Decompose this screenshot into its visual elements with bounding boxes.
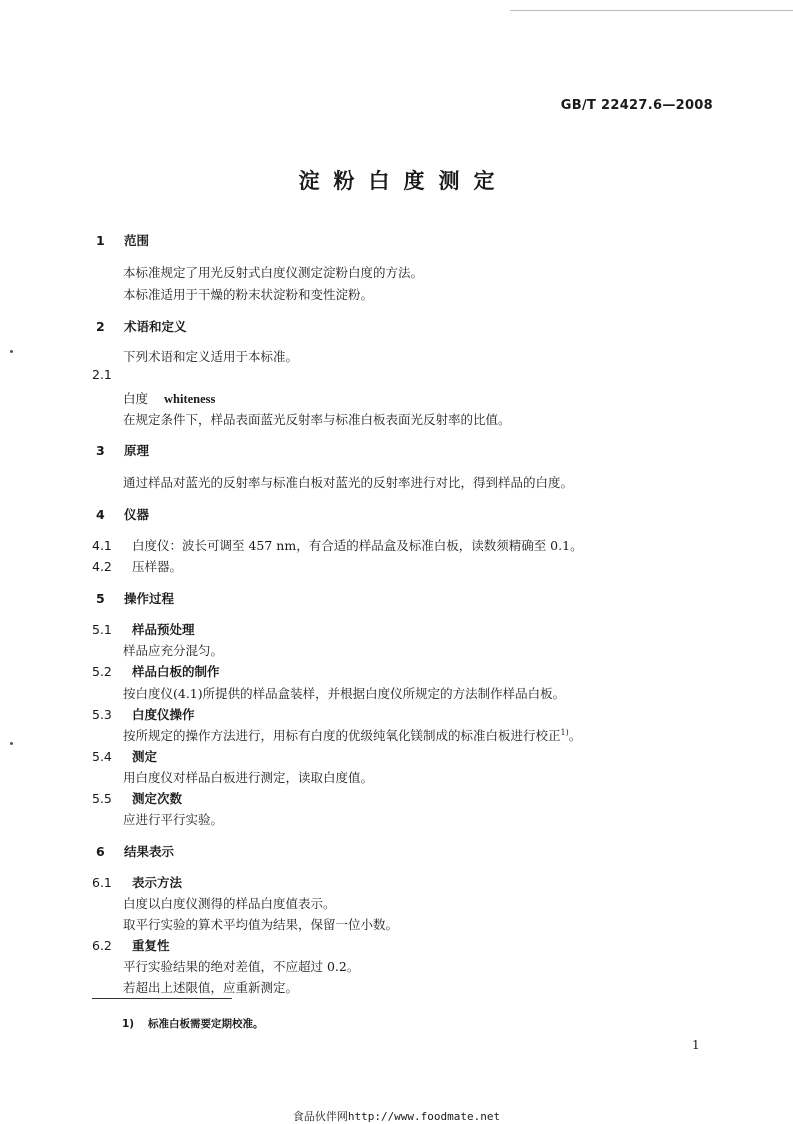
term-chinese: 白度 bbox=[123, 391, 149, 406]
scan-dot bbox=[10, 350, 13, 353]
paragraph: 白度以白度仪测得的样品白度值表示。 bbox=[123, 896, 336, 911]
item-text: 压样器。 bbox=[132, 559, 183, 574]
subsection-number: 6.1 bbox=[92, 875, 112, 890]
page-number: 1 bbox=[692, 1038, 700, 1052]
term-definition: 在规定条件下，样品表面蓝光反射率与标准白板表面光反射率的比值。 bbox=[123, 412, 511, 427]
subsection-6-1 bbox=[92, 873, 182, 891]
section-1-heading bbox=[96, 231, 149, 249]
subsection-6-2 bbox=[92, 936, 170, 954]
item-number: 4.2 bbox=[92, 559, 112, 574]
section-title: 原理 bbox=[124, 443, 150, 458]
document-title: 淀粉白度测定 bbox=[298, 169, 509, 193]
section-5-heading bbox=[96, 589, 174, 607]
subsection-number: 6.2 bbox=[92, 938, 112, 953]
subsection-number: 5.3 bbox=[92, 707, 112, 722]
paragraph: 样品应充分混匀。 bbox=[123, 643, 224, 658]
paragraph: 按白度仪(4.1)所提供的样品盒装样，并根据白度仪所规定的方法制作样品白板。 bbox=[123, 686, 566, 701]
item-4-2 bbox=[92, 557, 182, 575]
paragraph: 用白度仪对样品白板进行测定，读取白度值。 bbox=[123, 770, 374, 785]
section-number: 5 bbox=[96, 591, 105, 606]
section-number: 4 bbox=[96, 507, 105, 522]
section-title: 仪器 bbox=[124, 507, 150, 522]
subsection-title: 表示方法 bbox=[132, 875, 183, 890]
paragraph-text: 按所规定的操作方法进行，用标有白度的优级纯氧化镁制成的标准白板进行校正 bbox=[123, 728, 561, 743]
paragraph: 平行实验结果的绝对差值，不应超过 0.2。 bbox=[123, 959, 360, 974]
section-title: 术语和定义 bbox=[124, 319, 187, 334]
section-title: 结果表示 bbox=[124, 844, 175, 859]
section-number: 1 bbox=[96, 233, 105, 248]
paragraph: 若超出上述限值，应重新测定。 bbox=[123, 980, 299, 995]
subsection-title: 样品预处理 bbox=[132, 622, 195, 637]
paragraph: 取平行实验的算术平均值为结果，保留一位小数。 bbox=[123, 917, 399, 932]
subsection-5-2 bbox=[92, 662, 220, 680]
footnote-text: 标准白板需要定期校准。 bbox=[148, 1018, 264, 1030]
subsection-number: 2.1 bbox=[92, 367, 112, 382]
subsection-5-4 bbox=[92, 747, 157, 765]
item-text: 白度仪：波长可调至 457 nm，有合适的样品盒及标准白板，读数须精确至 0.1。 bbox=[132, 538, 583, 553]
section-4-heading bbox=[96, 505, 149, 523]
subsection-title: 测定 bbox=[132, 749, 158, 764]
paragraph: 下列术语和定义适用于本标准。 bbox=[123, 349, 299, 364]
paragraph: 本标准适用于干燥的粉末状淀粉和变性淀粉。 bbox=[123, 287, 374, 302]
paragraph: 通过样品对蓝光的反射率与标准白板对蓝光的反射率进行对比，得到样品的白度。 bbox=[123, 475, 574, 490]
term-english: whiteness bbox=[164, 392, 216, 406]
subsection-title: 白度仪操作 bbox=[132, 707, 195, 722]
section-title: 范围 bbox=[124, 233, 150, 248]
subsection-number: 5.2 bbox=[92, 664, 112, 679]
section-6-heading bbox=[96, 842, 174, 860]
subsection-title: 测定次数 bbox=[132, 791, 183, 806]
footnote-separator bbox=[92, 998, 232, 999]
paragraph-end: 。 bbox=[568, 728, 582, 743]
paragraph: 应进行平行实验。 bbox=[123, 812, 224, 827]
footnote-reference: 1) bbox=[560, 727, 569, 737]
section-number: 2 bbox=[96, 319, 105, 334]
section-number: 6 bbox=[96, 844, 105, 859]
section-title: 操作过程 bbox=[124, 591, 175, 606]
scan-dot bbox=[10, 742, 13, 745]
subsection-5-3 bbox=[92, 705, 195, 723]
subsection-number: 5.1 bbox=[92, 622, 112, 637]
subsection-title: 样品白板的制作 bbox=[132, 664, 220, 679]
section-3-heading bbox=[96, 441, 149, 459]
subsection-number: 5.5 bbox=[92, 791, 112, 806]
paragraph bbox=[123, 726, 581, 744]
item-number: 4.1 bbox=[92, 538, 112, 553]
section-2-heading bbox=[96, 317, 187, 335]
subsection-number: 5.4 bbox=[92, 749, 112, 764]
footnote bbox=[122, 1016, 264, 1031]
section-number: 3 bbox=[96, 443, 105, 458]
subsection-5-5 bbox=[92, 789, 182, 807]
standard-code: GB/T 22427.6—2008 bbox=[560, 98, 713, 113]
paragraph: 本标准规定了用光反射式白度仪测定淀粉白度的方法。 bbox=[123, 265, 424, 280]
subsection-5-1 bbox=[92, 620, 195, 638]
term-entry bbox=[123, 389, 215, 407]
item-4-1 bbox=[92, 536, 583, 554]
scan-edge-line bbox=[510, 10, 793, 11]
footnote-mark: 1) bbox=[122, 1018, 135, 1030]
subsection-title: 重复性 bbox=[132, 938, 170, 953]
site-footer: 食品伙伴网http://www.foodmate.net bbox=[292, 1110, 501, 1123]
